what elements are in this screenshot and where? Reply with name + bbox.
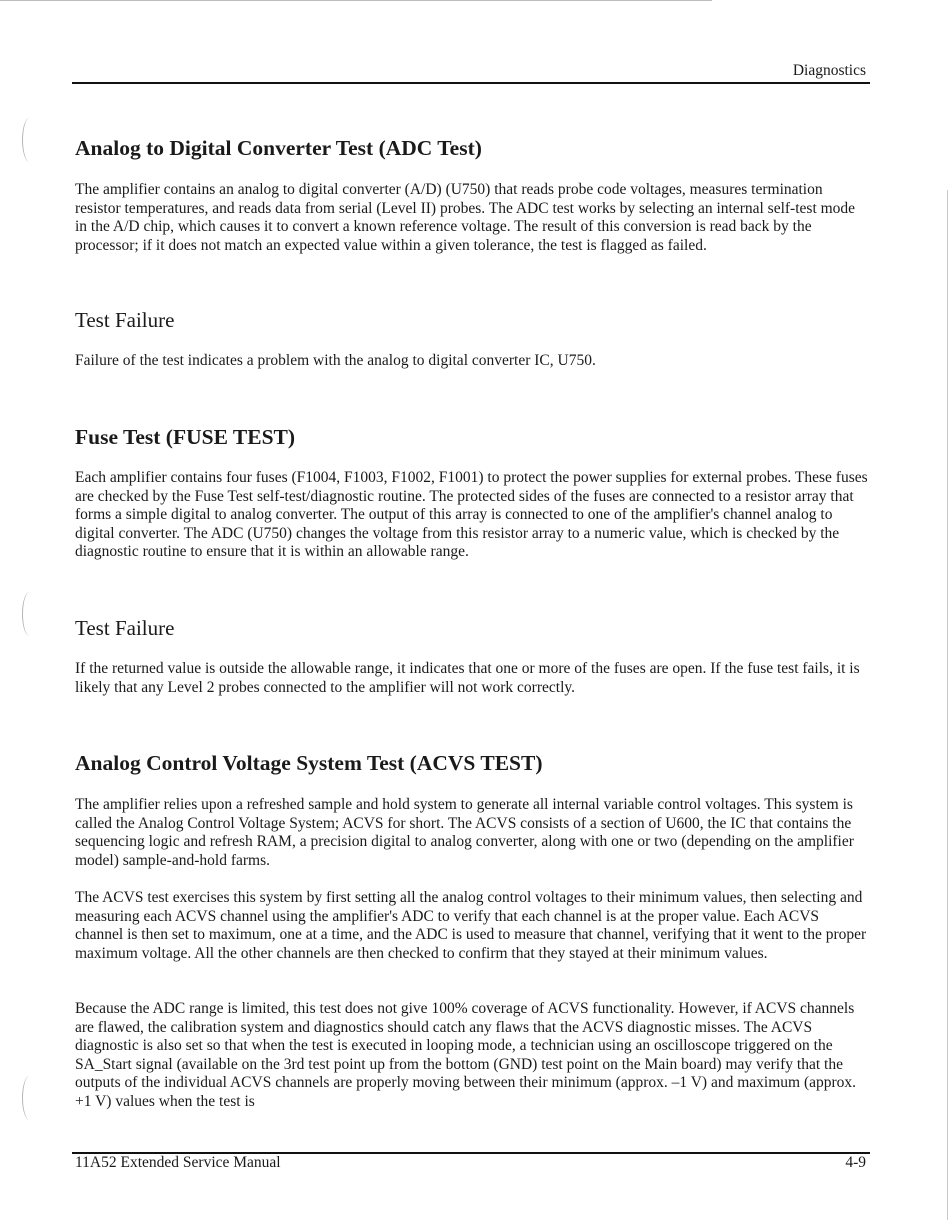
- acvs-test-paragraph-2: The ACVS test exercises this system by first setting all the analog control voltages to their minimum values, then selecting and measuring each ACVS channel using the amplifier's ADC to verify that each channel is at the proper value. Each ACVS channel is then set to maximum, one at a time, and the ADC is used to measure that channel, verifying that it went to the proper maximum voltage. All the other channels are then checked to confirm that they stayed at their minimum values.: [75, 889, 867, 962]
- acvs-test-paragraph-3: Because the ADC range is limited, this test does not give 100% coverage of ACVS functionality. However, if ACVS channels are flawed, the calibration system and diagnostics should catch any flaws that the ACVS diagnostic misses. The ACVS diagnostic is also set so that when the test is executed in looping mode, a technician using an oscilloscope triggered on the SA_Start signal (available on the 3rd test point up from the bottom (GND) test point on the Main board) may verify that the outputs of the individual ACVS channels are properly moving between their minimum (approx. –1 V) and maximum (approx. +1 V) values when the test is: [75, 1000, 857, 1110]
- acvs-test-paragraph-1: The amplifier relies upon a refreshed sample and hold system to generate all internal variable control voltages. This system is called the Analog Control Voltage System; ACVS for short. The ACVS consists of a section of U600, the IC that contains the sequencing logic and refresh RAM, a precision digital to analog converter, along with one or two (depending on the amplifier model) sample-and-hold farms.: [75, 796, 854, 869]
- acvs-test-heading: Analog Control Voltage System Test (ACVS TEST): [75, 751, 543, 775]
- binding-hole-mark: [22, 118, 37, 162]
- fuse-test-failure-heading: Test Failure: [75, 616, 175, 640]
- page-number: 4-9: [845, 1154, 866, 1171]
- scan-edge-right: [947, 190, 948, 1220]
- running-header: Diagnostics: [792, 62, 866, 79]
- binding-hole-mark: [22, 592, 37, 636]
- fuse-test-description: Each amplifier contains four fuses (F1004, F1003, F1002, F1001) to protect the power supplies for external probes. These fuses are checked by the Fuse Test self-test/diagnostic routine. The protected sides of the fuses are connected to a resistor array that forms a simple digital to analog converter. The output of this array is connected to one of the amplifier's channel analog to digital converter. The ADC (U750) changes the voltage from this resistor array to a numeric value, which is checked by the diagnostic routine to ensure that it is within an allowable range.: [75, 469, 868, 561]
- adc-test-description: The amplifier contains an analog to digital converter (A/D) (U750) that reads probe code voltages, measures termination resistor temperatures, and reads data from serial (Level II) probes. The ADC test works by selecting an internal self-test mode in the A/D chip, which causes it to convert a known reference voltage. The result of this conversion is read back by the processor; if it does not match an expected value within a given tolerance, the test is flagged as failed.: [75, 181, 856, 254]
- scan-edge-top: [0, 0, 712, 1]
- binding-hole-mark: [22, 1076, 37, 1120]
- adc-test-failure-heading: Test Failure: [75, 308, 175, 332]
- fuse-test-failure-text: If the returned value is outside the allowable range, it indicates that one or more of the fuses are open. If the fuse test fails, it is likely that any Level 2 probes connected to the amplifier will not work correctly.: [75, 660, 860, 696]
- header-rule: [72, 82, 870, 84]
- adc-test-heading: Analog to Digital Converter Test (ADC Test): [75, 136, 482, 160]
- manual-title: 11A52 Extended Service Manual: [75, 1154, 281, 1171]
- fuse-test-heading: Fuse Test (FUSE TEST): [75, 425, 296, 449]
- adc-test-failure-text: Failure of the test indicates a problem with the analog to digital converter IC, U750.: [75, 352, 596, 369]
